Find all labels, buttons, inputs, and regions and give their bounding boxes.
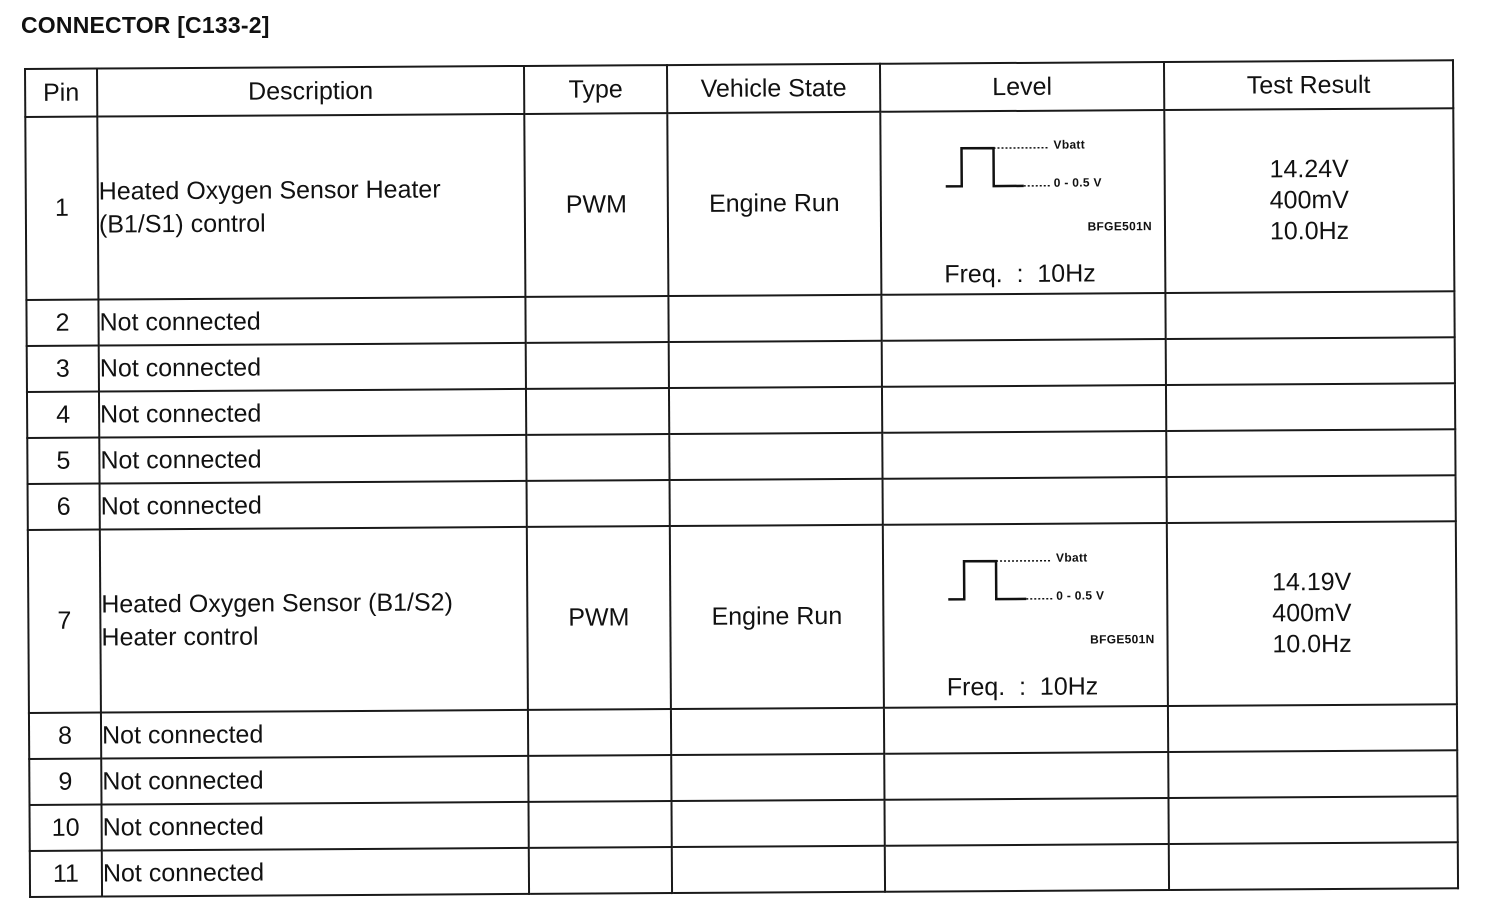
pin-number: 3 [27, 346, 99, 392]
pin-number: 2 [26, 300, 98, 346]
vehicle-state [668, 295, 881, 342]
pin-number: 10 [30, 805, 102, 851]
pin-description: Not connected [101, 756, 528, 805]
result-voltage: 14.24V [1269, 154, 1349, 184]
test-result [1167, 521, 1457, 706]
result-millivolts: 400mV [1272, 598, 1352, 628]
column-header-type: Type [524, 65, 667, 114]
pin-number: 11 [30, 851, 102, 897]
pin-description: Not connected [99, 343, 526, 392]
header-row [25, 60, 1453, 117]
signal-type [525, 296, 668, 343]
test-result [1169, 842, 1458, 890]
signal-type [526, 434, 669, 481]
signal-type [526, 342, 669, 389]
figure-code: BFGE501N [1090, 632, 1155, 647]
result-voltage: 14.19V [1271, 567, 1352, 597]
test-result [1168, 750, 1457, 798]
table-row [25, 108, 1454, 300]
pin-description: Not connected [98, 297, 525, 346]
test-result [1165, 291, 1454, 339]
signal-type [528, 709, 671, 756]
result-frequency: 10.0Hz [1272, 629, 1352, 659]
result-millivolts: 400mV [1269, 185, 1350, 215]
signal-type [528, 801, 671, 848]
pin-number: 4 [27, 392, 99, 438]
pin-description [100, 527, 528, 713]
pin-description: Not connected [99, 435, 526, 484]
vehicle-state [671, 754, 884, 801]
signal-type [529, 847, 672, 894]
frequency-label: Freq. : 10Hz [946, 672, 1099, 702]
pin-number: 6 [28, 484, 100, 530]
column-header-pin: Pin [25, 69, 97, 117]
description-line: Heated Oxygen Sensor (B1/S2) [101, 587, 453, 619]
description-line: Heater control [101, 622, 259, 652]
test-result [1167, 475, 1456, 523]
test-result [1164, 108, 1454, 293]
level-cell [884, 752, 1168, 800]
column-header-description: Description [97, 66, 524, 117]
signal-type [526, 388, 669, 435]
test-result [1166, 429, 1455, 477]
vehicle-state: Engine Run [667, 112, 881, 296]
figure-code: BFGE501N [1087, 219, 1153, 234]
test-result [1168, 796, 1457, 844]
level-cell [884, 706, 1168, 754]
level-cell [885, 844, 1169, 892]
frequency-label: Freq. : 10Hz [944, 259, 1096, 289]
vehicle-state [670, 479, 883, 526]
vehicle-state [671, 708, 884, 755]
column-header-vehicle-state: Vehicle State [667, 64, 880, 113]
pin-description: Not connected [102, 848, 529, 897]
level-cell [883, 523, 1168, 708]
waveform-low-label: 0 - 0.5 V [1053, 175, 1102, 190]
signal-type: PWM [527, 526, 671, 710]
level-cell [884, 798, 1168, 846]
pin-number: 9 [29, 759, 101, 805]
pin-description: Not connected [102, 802, 529, 851]
description-line: Heated Oxygen Sensor Heater [98, 174, 441, 206]
level-cell [882, 385, 1166, 433]
waveform-high-label: Vbatt [1053, 137, 1086, 152]
pin-description [97, 114, 525, 300]
signal-type: PWM [524, 113, 668, 297]
vehicle-state [672, 846, 885, 893]
result-frequency: 10.0Hz [1269, 216, 1350, 246]
level-cell [882, 431, 1166, 479]
level-cell [883, 477, 1167, 525]
description-line: (B1/S1) control [98, 209, 266, 239]
test-result [1166, 383, 1455, 431]
waveform-low-label: 0 - 0.5 V [1056, 588, 1105, 603]
vehicle-state [671, 800, 884, 847]
pin-number: 1 [25, 117, 98, 300]
pin-description: Not connected [99, 389, 526, 438]
column-header-test-result: Test Result [1164, 60, 1453, 110]
pin-number: 8 [29, 713, 101, 759]
test-result [1166, 337, 1455, 385]
level-cell [880, 110, 1165, 295]
connector-pin-table [24, 59, 1459, 898]
signal-type [528, 755, 671, 802]
table-row [30, 842, 1458, 897]
level-cell [882, 339, 1166, 387]
table-row [28, 521, 1457, 713]
column-header-level: Level [880, 62, 1164, 112]
vehicle-state [669, 387, 882, 434]
pin-number: 5 [27, 438, 99, 484]
pin-description: Not connected [100, 481, 527, 530]
pin-description: Not connected [101, 710, 528, 759]
signal-type [527, 480, 670, 527]
connector-heading: CONNECTOR [C133-2] [21, 12, 270, 38]
test-result [1168, 704, 1457, 752]
waveform-high-label: Vbatt [1055, 550, 1088, 565]
vehicle-state [669, 341, 882, 388]
vehicle-state [669, 433, 882, 480]
pin-number: 7 [28, 530, 101, 713]
level-cell [881, 293, 1165, 341]
vehicle-state: Engine Run [670, 525, 884, 709]
